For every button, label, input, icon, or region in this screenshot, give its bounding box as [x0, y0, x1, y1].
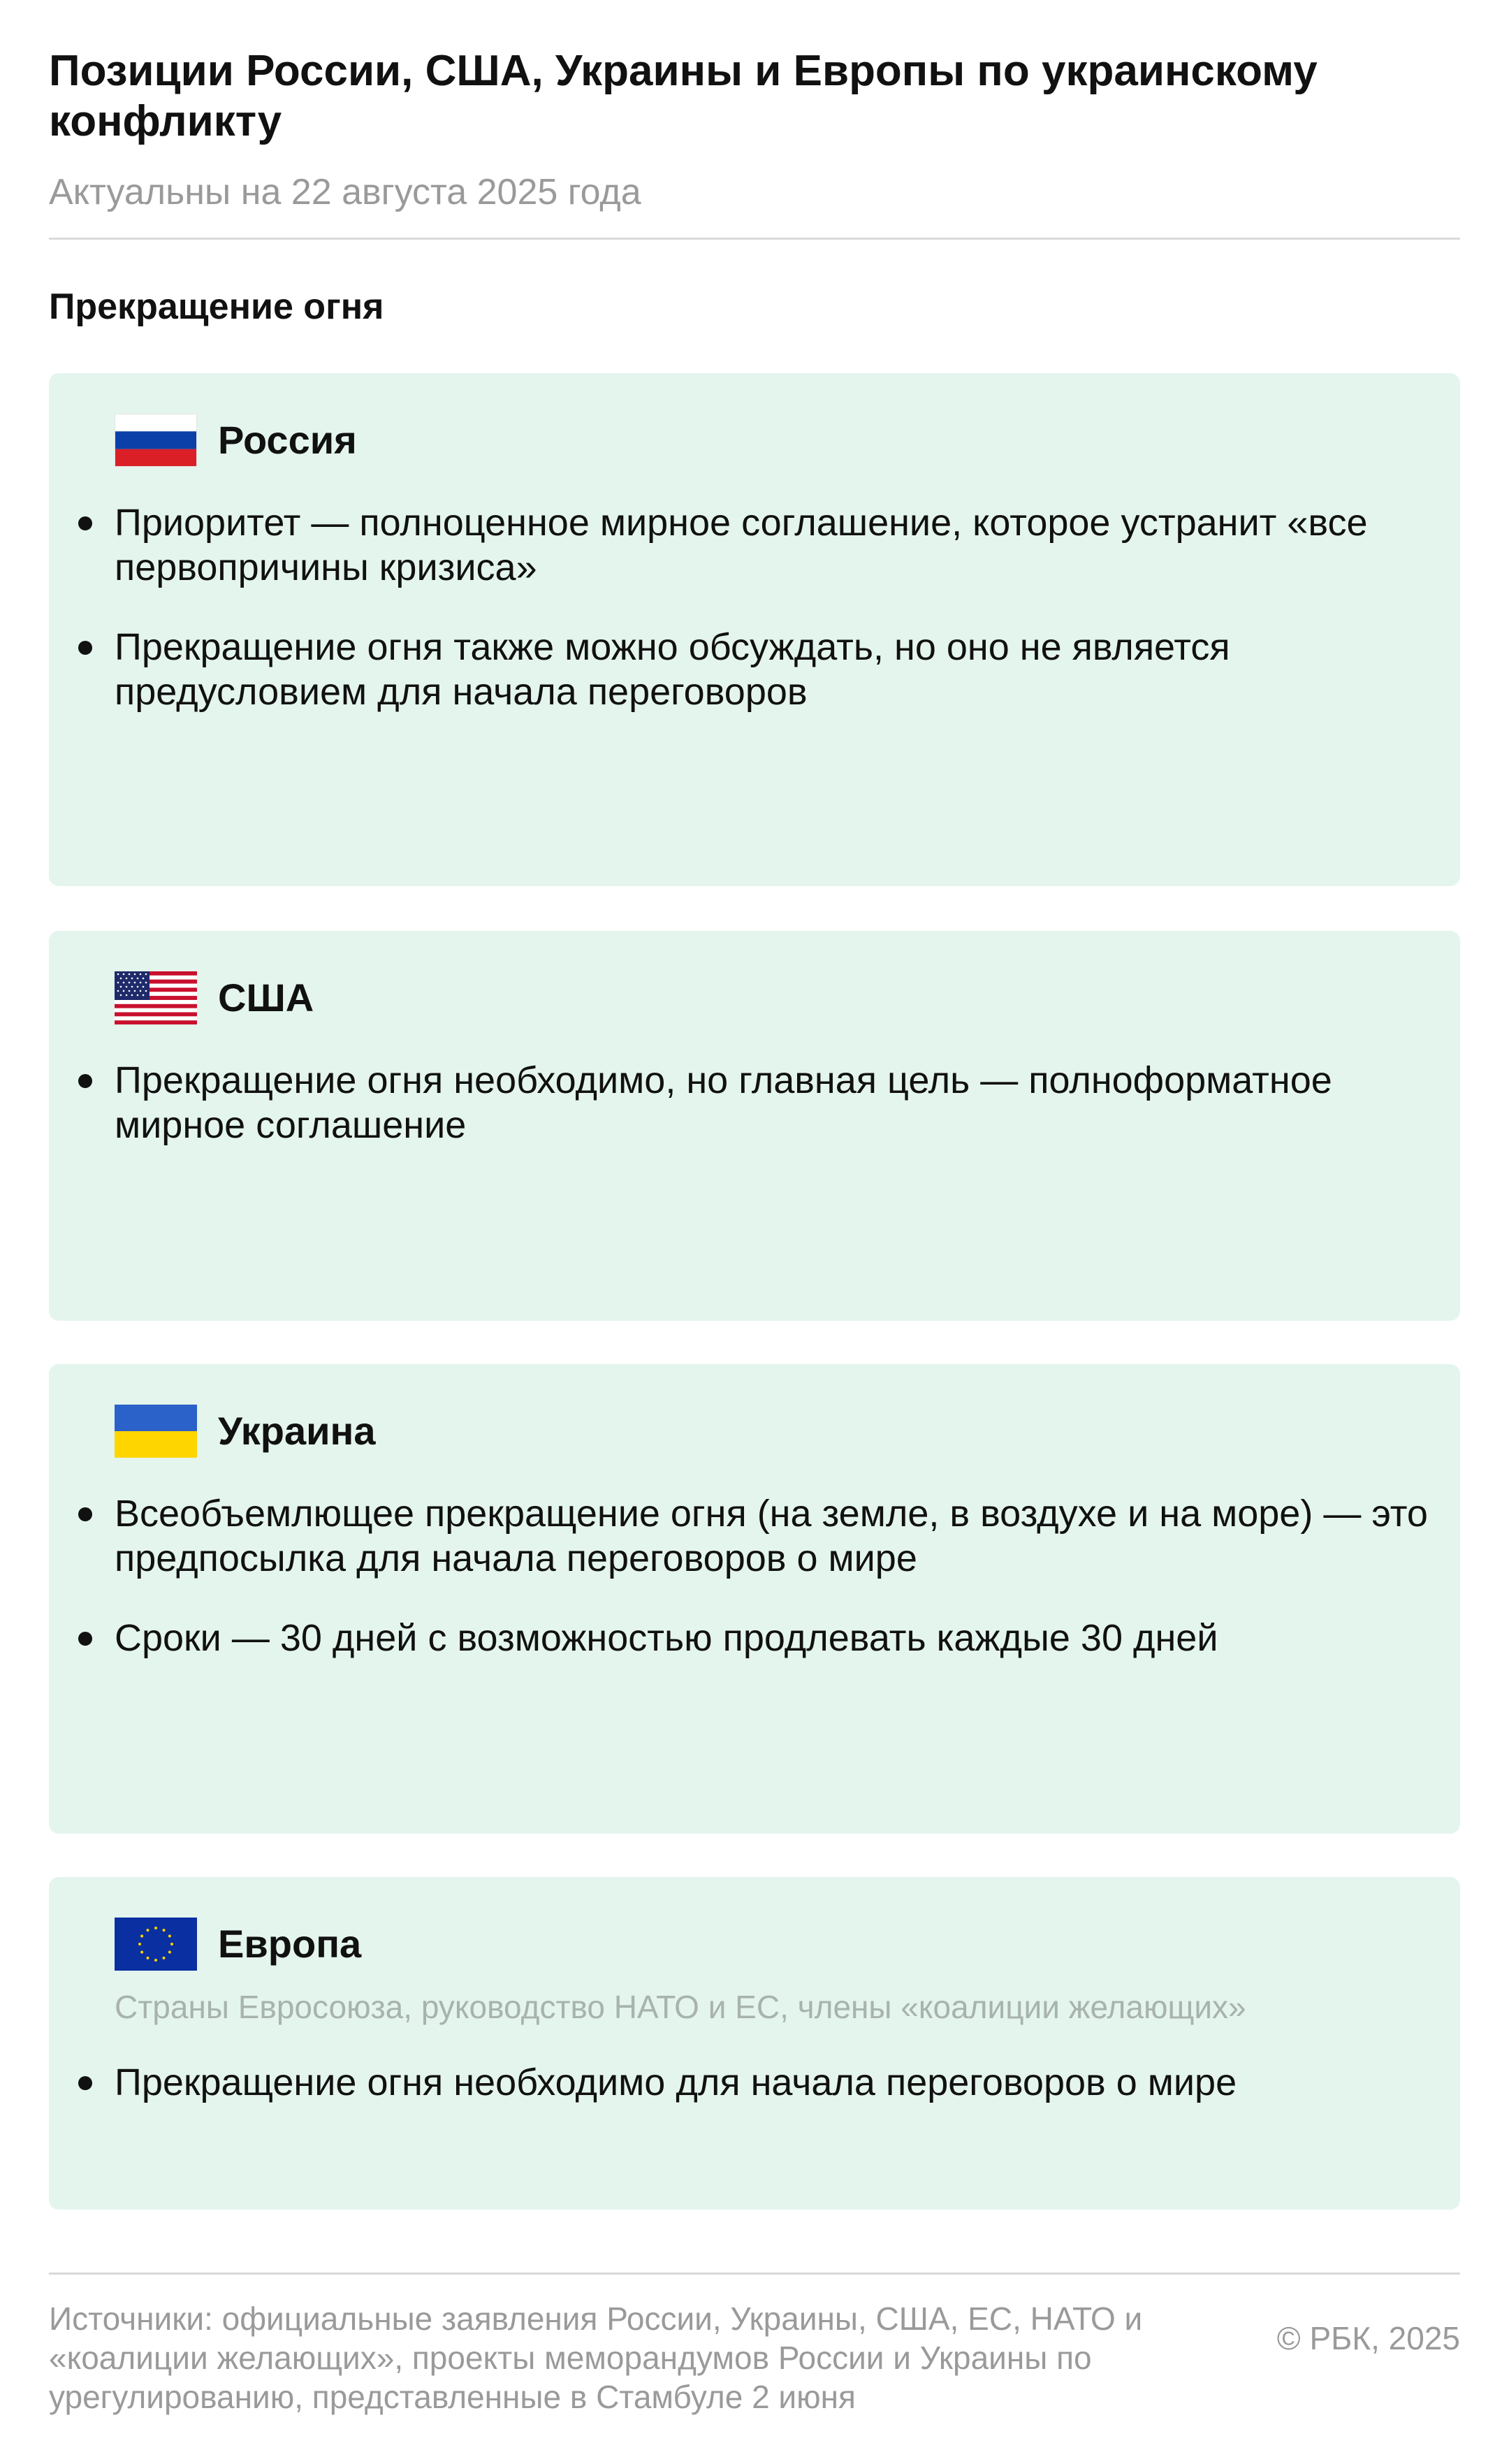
bullet-list	[49, 1491, 1460, 1695]
country-name: США	[218, 976, 314, 1020]
eu-flag-icon	[115, 1918, 197, 1971]
copyright-text: © РБК, 2025	[1276, 2320, 1460, 2356]
card-usa	[49, 931, 1460, 1321]
bullet-text: Прекращение огня также можно обсуждать, но оно не является предусловием для начала переговоров	[115, 626, 1230, 713]
russia-flag-icon	[115, 414, 197, 467]
list-item	[49, 625, 1460, 714]
card-ukraine	[49, 1364, 1460, 1834]
card-europe	[49, 1877, 1460, 2210]
ukraine-flag-icon	[115, 1405, 197, 1458]
bullet-dot-icon	[78, 641, 92, 655]
card-header	[115, 1405, 375, 1458]
bullet-dot-icon	[78, 1507, 92, 1521]
list-item	[49, 1616, 1460, 1660]
list-item	[49, 500, 1460, 590]
footer-divider	[49, 2273, 1460, 2275]
page-subtitle: Актуальны на 22 августа 2025 года	[49, 172, 641, 212]
bullet-text: Прекращение огня необходимо, но главная цель — полноформатное мирное соглашение	[115, 1059, 1332, 1146]
bullet-list	[49, 2060, 1460, 2140]
card-header	[115, 414, 357, 467]
bullet-text: Приоритет — полноценное мирное соглашение, которое устранит «все первопричины кризиса»	[115, 502, 1368, 588]
country-name: Европа	[218, 1922, 362, 1966]
sources-text: Источники: официальные заявления России, Украины, США, ЕС, НАТО и «коалиции желающих», проекты меморандумов России и Украины по урегулированию, представленные в Стамбуле 2 июня	[49, 2300, 1143, 2415]
country-name: Украина	[218, 1409, 376, 1453]
list-item	[49, 2060, 1460, 2105]
card-header	[115, 971, 314, 1024]
header-divider	[49, 238, 1460, 240]
bullet-list	[49, 1058, 1460, 1182]
list-item	[49, 1491, 1460, 1581]
card-russia	[49, 373, 1460, 886]
bullet-text: Сроки — 30 дней с возможностью продлевать каждые 30 дней	[115, 1617, 1218, 1659]
country-name: Россия	[218, 418, 357, 462]
section-title: Прекращение огня	[49, 287, 384, 327]
list-item	[49, 1058, 1460, 1147]
bullet-dot-icon	[78, 1074, 92, 1088]
card-note: Страны Евросоюза, руководство НАТО и ЕС, члены «коалиции желающих»	[115, 1989, 1246, 2025]
usa-flag-icon	[115, 971, 197, 1024]
bullet-dot-icon	[78, 1632, 92, 1646]
page-title: Позиции России, США, Украины и Европы по украинскому конфликту	[49, 47, 1318, 145]
card-header	[115, 1918, 361, 1971]
bullet-text: Всеобъемлющее прекращение огня (на земле, в воздухе и на море) — это предпосылка для начала переговоров о мире	[115, 1493, 1428, 1579]
bullet-dot-icon	[78, 516, 92, 530]
bullet-dot-icon	[78, 2076, 92, 2090]
bullet-text: Прекращение огня необходимо для начала переговоров о мире	[115, 2061, 1237, 2103]
bullet-list	[49, 500, 1460, 749]
